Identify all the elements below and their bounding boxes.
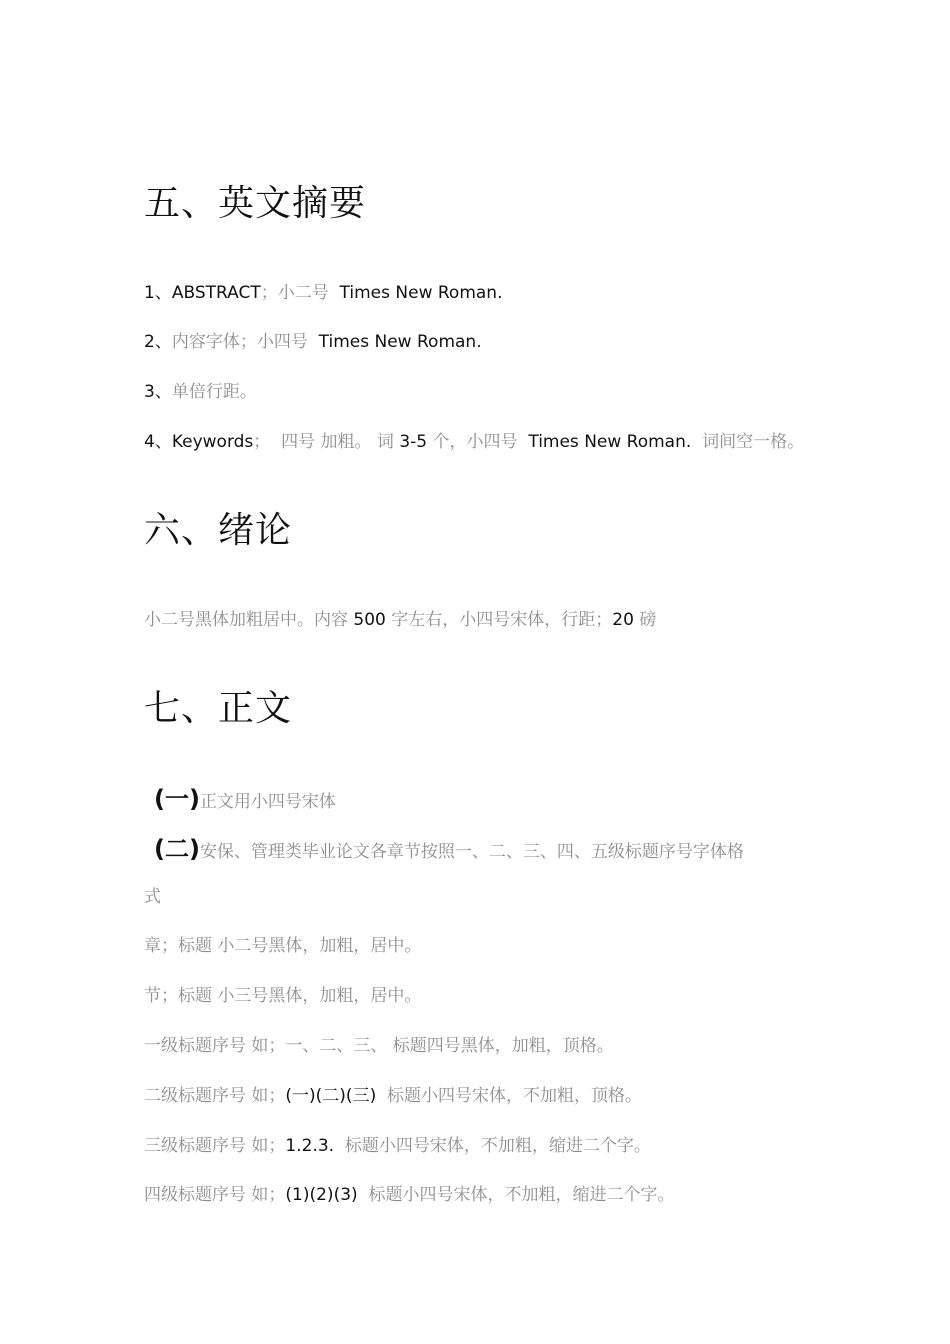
s5-line-3 — [144, 380, 257, 404]
s6-body-a: 小二号黑体加粗居中。内容 — [144, 610, 348, 630]
s7-rule-level-2-b: 标题小四号宋体，不加粗，顶格。 — [387, 1086, 643, 1106]
s7-rule-level-4 — [144, 1183, 674, 1207]
s5-l1-abstract: ABSTRACT — [171, 283, 261, 303]
s5-l1-font: Times New Roman. — [339, 283, 503, 303]
s7-rule-level-3-example: 1.2.3. — [285, 1136, 335, 1156]
s7-rule-chapter — [144, 934, 421, 958]
s5-l4-size: 四号 加粗。 词 — [281, 432, 394, 452]
s6-body-pt: 20 — [612, 610, 634, 630]
s7-rule-level-4-a: 四级标题序号 如； — [144, 1185, 286, 1205]
s7-rule-section — [144, 984, 421, 1008]
s5-l3-num: 3、 — [144, 382, 172, 402]
s7-rule-level-2-a: 二级标题序号 如； — [144, 1086, 286, 1106]
s7-item-1 — [154, 785, 336, 816]
s7-item-2-text: 安保、管理类毕业论文各章节按照一、二、三、四、五级标题序号字体格 — [199, 842, 744, 862]
s5-line-4 — [144, 430, 804, 454]
section-6-heading: 六、绪论 — [144, 510, 293, 551]
section-7-heading: 七、正文 — [144, 688, 293, 729]
s5-l4-spacing: 词间空一格。 — [702, 432, 805, 452]
s7-item-2-cont-text: 式 — [144, 887, 161, 907]
s5-l4-sep: ； — [253, 432, 271, 452]
s6-body — [144, 608, 656, 632]
s7-rule-level-1 — [144, 1034, 614, 1058]
s7-rule-level-4-b: 标题小四号宋体，不加粗，缩进二个字。 — [368, 1185, 675, 1205]
s7-rule-level-3-a: 三级标题序号 如； — [144, 1136, 286, 1156]
s5-l4-num: 4、 — [144, 432, 172, 452]
s7-item-2 — [154, 835, 744, 866]
s7-rule-level-1-text: 一级标题序号 如；一、二、三、 标题四号黑体，加粗，顶格。 — [144, 1036, 614, 1056]
s5-l2-text: 内容字体；小四号 — [171, 332, 308, 352]
s5-l2-num: 2、 — [144, 332, 172, 352]
s5-line-2 — [144, 330, 482, 354]
s7-rule-level-2-example: (一)(二)(三) — [285, 1086, 377, 1106]
s5-l2-font: Times New Roman. — [318, 332, 482, 352]
s5-l1-sep: ； — [260, 283, 278, 303]
s5-l1-size: 小二号 — [277, 283, 329, 303]
s5-l4-unit: 个，小四号 — [432, 432, 518, 452]
s5-l4-count: 3-5 — [399, 432, 428, 452]
s7-item-2-cont — [144, 885, 161, 909]
s6-body-c: 磅 — [639, 610, 657, 630]
s7-rule-level-3 — [144, 1134, 651, 1158]
s5-l4-keywords: Keywords — [171, 432, 254, 452]
s7-rule-section-text: 节；标题 小三号黑体，加粗，居中。 — [144, 986, 422, 1006]
s7-rule-level-2 — [144, 1084, 642, 1108]
s7-item-1-text: 正文用小四号宋体 — [199, 792, 336, 812]
s7-rule-level-3-b: 标题小四号宋体，不加粗，缩进二个字。 — [344, 1136, 651, 1156]
s7-rule-chapter-text: 章；标题 小二号黑体，加粗，居中。 — [144, 936, 422, 956]
section-5-heading: 五、英文摘要 — [144, 183, 367, 224]
s5-l3-text: 单倍行距。 — [171, 382, 257, 402]
s5-l4-font: Times New Roman. — [528, 432, 692, 452]
s6-body-b: 字左右，小四号宋体，行距； — [391, 610, 613, 630]
s7-item-2-marker: (二) — [154, 835, 200, 863]
s7-item-1-marker: (一) — [154, 785, 200, 813]
s5-l1-num: 1、 — [144, 283, 172, 303]
s5-line-1 — [144, 281, 502, 305]
s6-body-num: 500 — [353, 610, 386, 630]
s7-rule-level-4-example: (1)(2)(3) — [285, 1185, 358, 1205]
